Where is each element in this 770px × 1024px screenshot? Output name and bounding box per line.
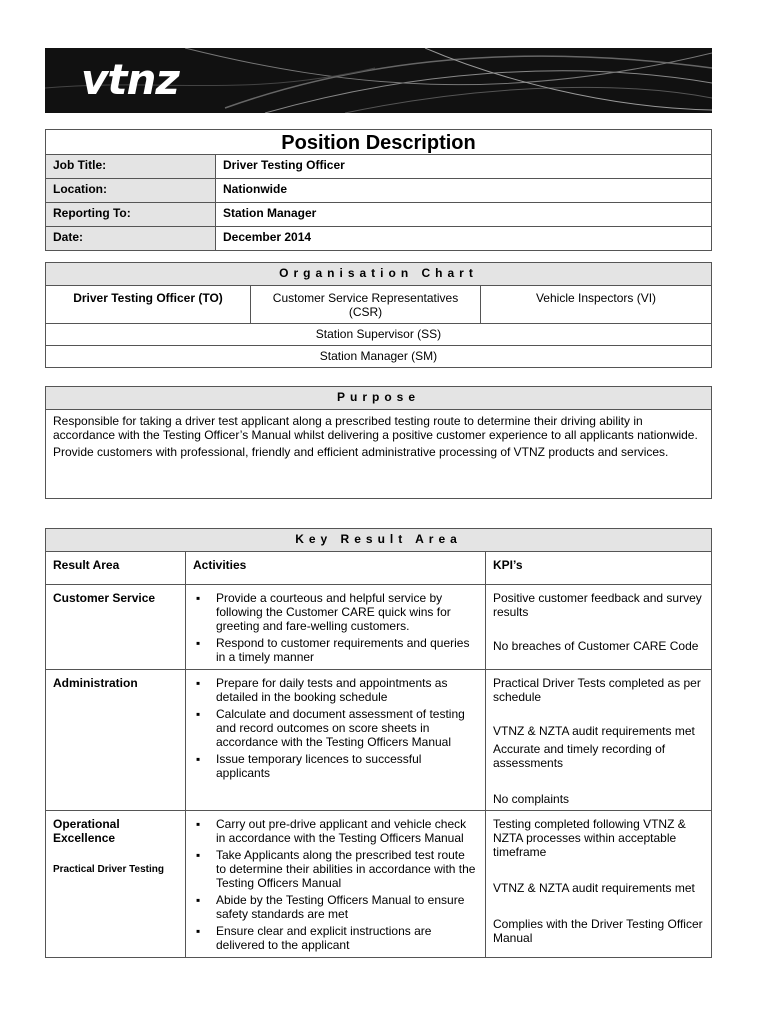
result-area-customer-service: Customer Service bbox=[53, 591, 156, 605]
list-item: ▪ Prepare for daily tests and appointments as detailed in the booking schedule bbox=[190, 676, 478, 704]
col-activities-header: Activities bbox=[186, 552, 486, 585]
kpi-item: Practical Driver Tests completed as per schedule bbox=[493, 676, 701, 704]
date-label: Date: bbox=[46, 227, 216, 251]
table-row bbox=[46, 585, 712, 670]
list-item: ▪ Calculate and document assessment of testing and record outcomes on score sheets in accordance with the Testing Officers Manual bbox=[190, 707, 478, 749]
org-role-sm: Station Manager (SM) bbox=[46, 346, 712, 368]
purpose-paragraph: Provide customers with professional, friendly and efficient administrative processing of VTNZ products and services. bbox=[53, 445, 669, 459]
kpi-item: Testing completed following VTNZ & NZTA processes within acceptable timeframe bbox=[493, 817, 686, 859]
purpose-paragraph: Responsible for taking a driver test applicant along a prescribed testing route to determine their driving ability in accordance with the Testing Officer’s Manual whilst delivering a positive customer experience to all applicants nationwide. bbox=[53, 414, 698, 442]
org-role-ss: Station Supervisor (SS) bbox=[46, 324, 712, 346]
date-value: December 2014 bbox=[216, 227, 712, 251]
list-item: ▪ Carry out pre-drive applicant and vehicle check in accordance with the Testing Officers Manual bbox=[190, 817, 478, 845]
org-role-to: Driver Testing Officer (TO) bbox=[46, 286, 251, 324]
kpi-item: No complaints bbox=[493, 792, 570, 806]
job-title-value: Driver Testing Officer bbox=[216, 155, 712, 179]
header-banner bbox=[45, 48, 712, 113]
list-item: ▪ Provide a courteous and helpful service by following the Customer CARE quick wins for greeting and fare-welling customers. bbox=[190, 591, 478, 633]
table-row bbox=[46, 811, 712, 958]
result-area-sub-practical-driver-testing: Practical Driver Testing bbox=[53, 864, 164, 875]
list-item: ▪ Respond to customer requirements and queries in a timely manner bbox=[190, 636, 478, 664]
org-role-csr: Customer Service Representatives (CSR) bbox=[251, 286, 481, 324]
kpi-item: Complies with the Driver Testing Officer Manual bbox=[493, 917, 703, 945]
vtnz-logo: vtnz bbox=[81, 55, 179, 104]
organisation-chart-table bbox=[45, 262, 712, 368]
col-kpis-header: KPI’s bbox=[486, 552, 712, 585]
kpi-item: Positive customer feedback and survey results bbox=[493, 591, 702, 619]
result-area-operational-excellence: Operational Excellence bbox=[53, 817, 120, 845]
reporting-to-value: Station Manager bbox=[216, 203, 712, 227]
job-title-label: Job Title: bbox=[46, 155, 216, 179]
col-result-area-header: Result Area bbox=[46, 552, 186, 585]
result-area-administration: Administration bbox=[53, 676, 138, 690]
location-value: Nationwide bbox=[216, 179, 712, 203]
organisation-chart-heading: Organisation Chart bbox=[46, 263, 712, 286]
kpi-item: Accurate and timely recording of assessments bbox=[493, 742, 666, 770]
kpi-item: VTNZ & NZTA audit requirements met bbox=[493, 881, 695, 895]
list-item: ▪ Ensure clear and explicit instructions are delivered to the applicant bbox=[190, 924, 478, 952]
location-label: Location: bbox=[46, 179, 216, 203]
key-result-area-table bbox=[45, 528, 712, 958]
purpose-heading: Purpose bbox=[46, 387, 712, 410]
list-item: ▪ Take Applicants along the prescribed test route to determine their abilities in accordance with the Testing Officers Manual bbox=[190, 848, 478, 890]
list-item: ▪ Issue temporary licences to successful applicants bbox=[190, 752, 478, 780]
reporting-to-label: Reporting To: bbox=[46, 203, 216, 227]
kpi-item: No breaches of Customer CARE Code bbox=[493, 639, 699, 653]
table-row bbox=[46, 670, 712, 811]
org-role-vi: Vehicle Inspectors (VI) bbox=[481, 286, 712, 324]
purpose-table bbox=[45, 386, 712, 499]
purpose-body bbox=[46, 410, 712, 499]
kra-heading: Key Result Area bbox=[46, 529, 712, 552]
kpi-item: VTNZ & NZTA audit requirements met bbox=[493, 724, 695, 738]
list-item: ▪ Abide by the Testing Officers Manual to ensure safety standards are met bbox=[190, 893, 478, 921]
position-description-title: Position Description bbox=[46, 130, 712, 155]
position-description-table bbox=[45, 129, 712, 251]
